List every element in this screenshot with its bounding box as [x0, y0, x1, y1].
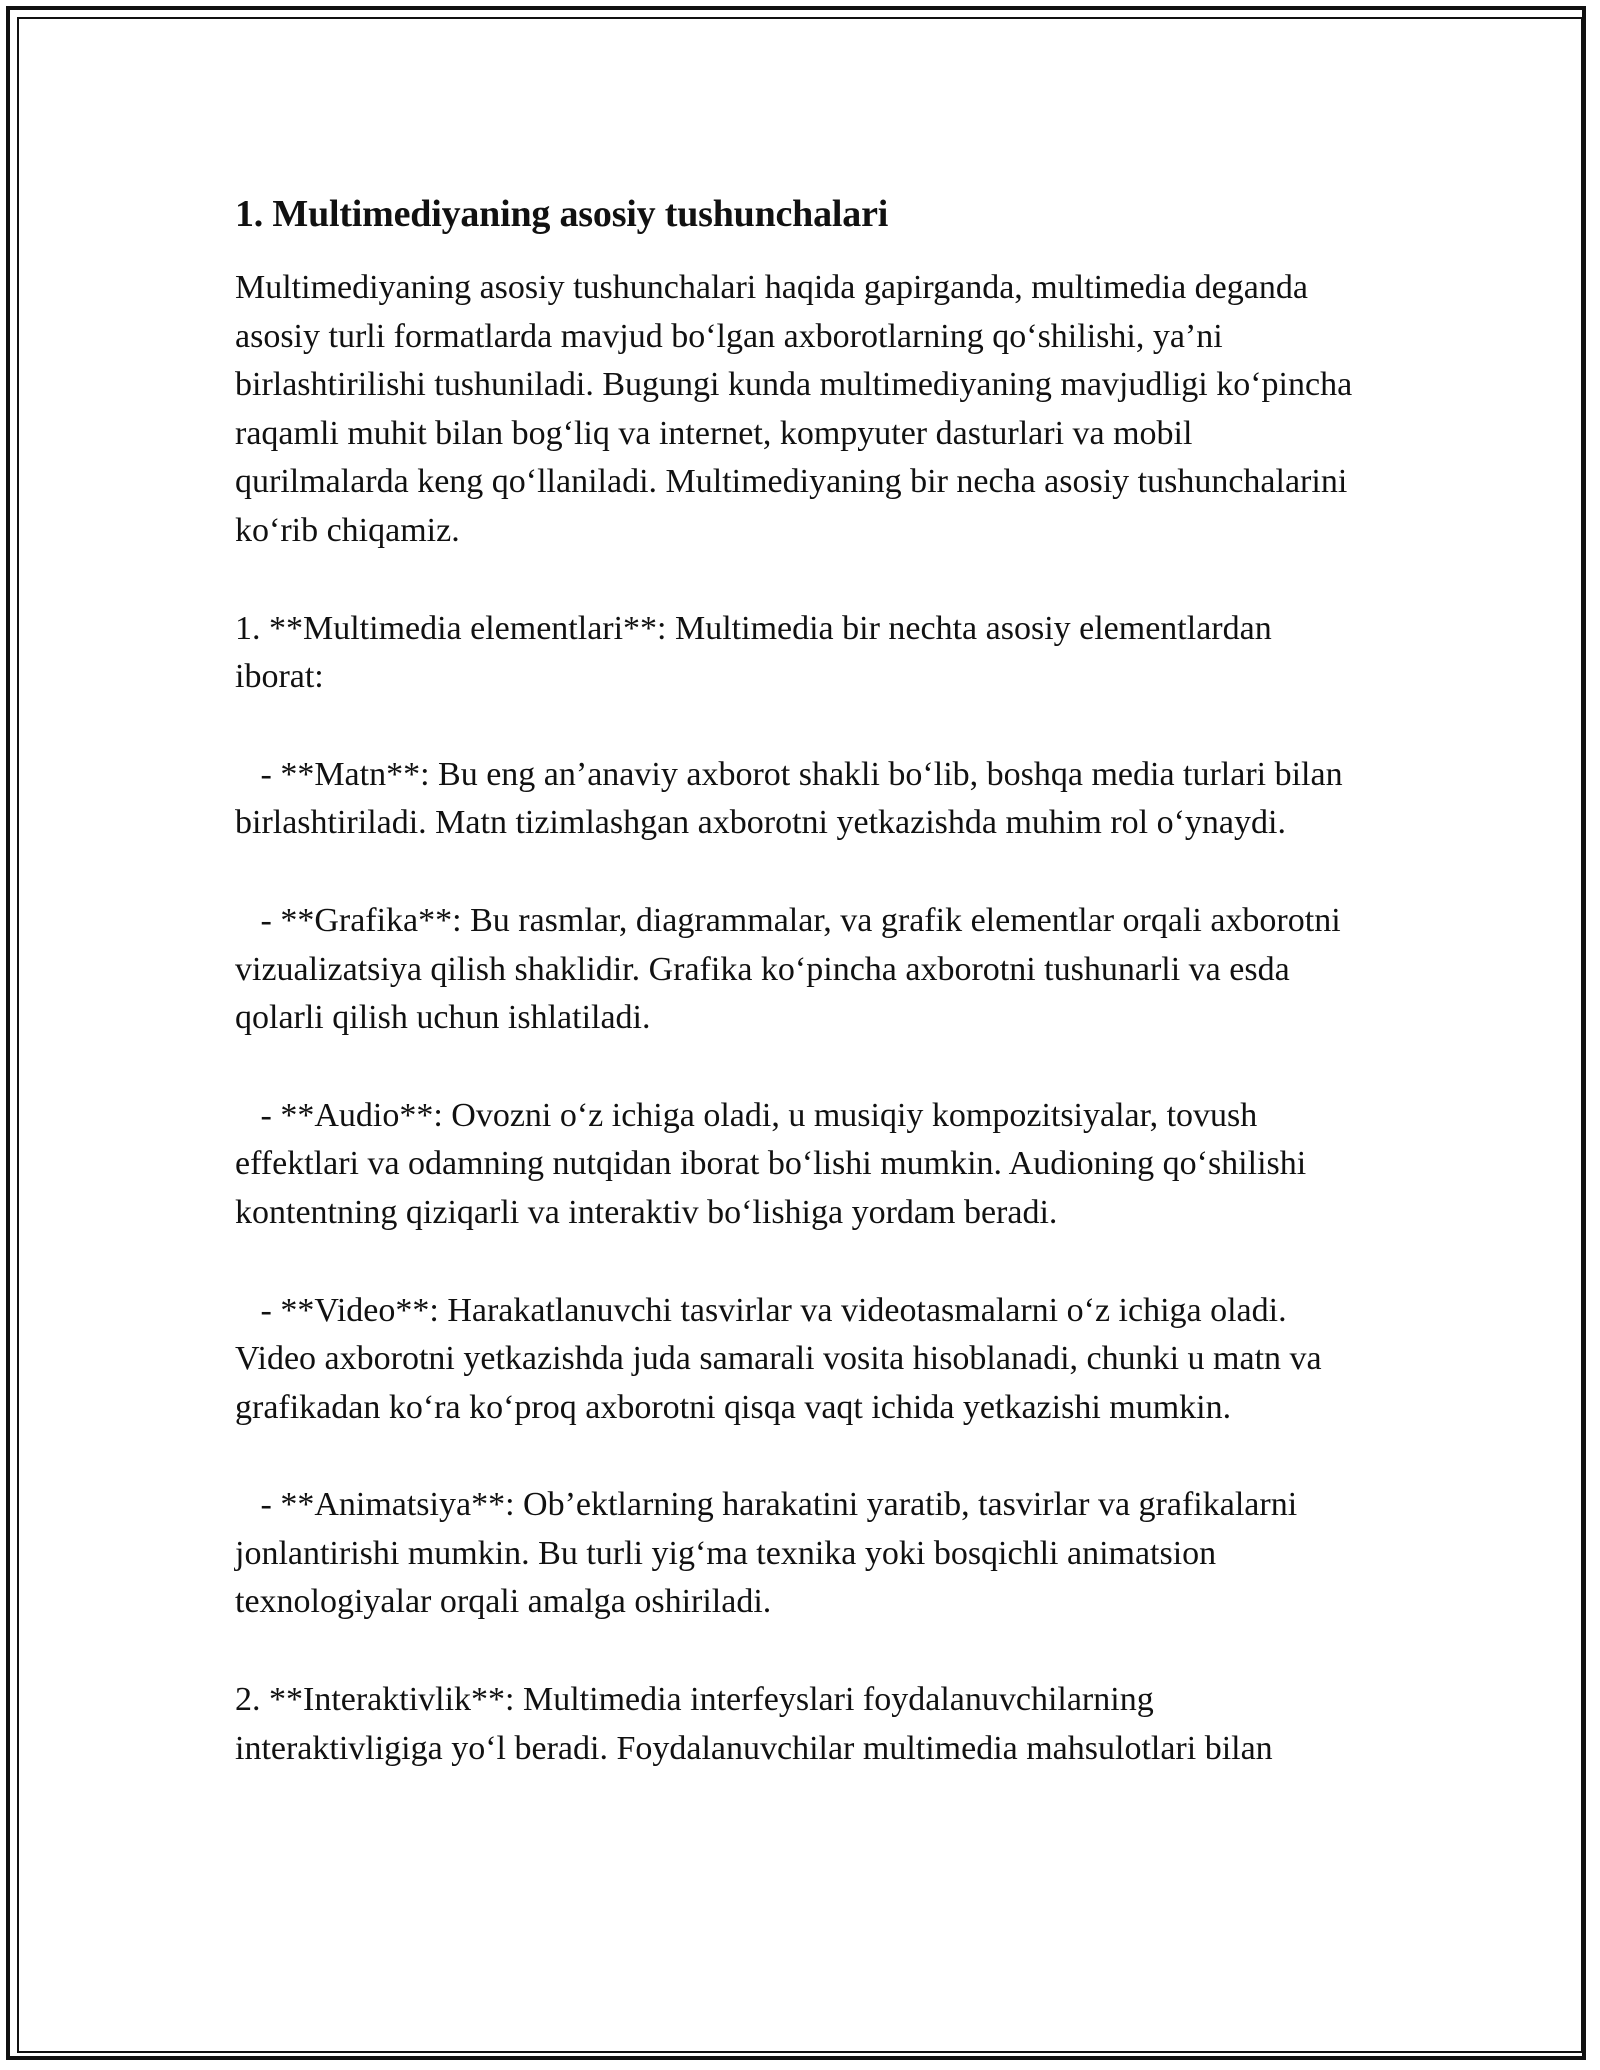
- sub-item-audio: - **Audio**: Ovozni o‘z ichiga oladi, u musiqiy kompozitsiyalar, tovush effektlari va odamning nutqidan iborat bo‘lishi mumkin. Audioning qo‘shilishi kontentning qiziqarli va interaktiv bo‘lishiga yordam beradi.: [235, 1096, 1315, 1231]
- sub-item-matn: - **Matn**: Bu eng an’anaviy axborot shakli bo‘lib, boshqa media turlari bilan birlashtiriladi. Matn tizimlashgan axborotni yetkazishda muhim rol o‘ynaydi.: [235, 755, 1352, 842]
- intro-paragraph: Multimediyaning asosiy tushunchalari haqida gapirganda, multimedia deganda asosiy turli formatlarda mavjud bo‘lgan axborotlarning qo‘shilishi, ya’ni birlashtirilishi tushuniladi. Bugungi kunda multimediyaning mavjudligi ko‘pincha raqamli muhit bilan bog‘liq va internet, kompyuter dasturlari va mobil qurilmalarda keng qo‘llaniladi. Multimediyaning bir necha asosiy tushunchalarini ko‘rib chiqamiz.: [235, 269, 1361, 549]
- sub-item-animatsiya: - **Animatsiya**: Ob’ektlarning harakatini yaratib, tasvirlar va grafikalarni jonlantirishi mumkin. Bu turli yig‘ma texnika yoki bosqichli animatsion texnologiyalar orqali amalga oshiriladi.: [235, 1486, 1306, 1621]
- sub-item-grafika: - **Grafika**: Bu rasmlar, diagrammalar, va grafik elementlar orqali axborotni vizualizatsiya qilish shaklidir. Grafika ko‘pincha axborotni tushunarli va esda qolarli qilish uchun ishlatiladi.: [235, 901, 1350, 1037]
- section-heading: 1. Multimediyaning asosiy tushunchalari: [235, 193, 889, 235]
- list-item-interaktivlik: 2. **Interaktivlik**: Multimedia interfeyslari foydalanuvchilarning interaktivligiga yo‘l beradi. Foydalanuvchilar multimedia mahsulotlari bilan: [235, 1681, 1273, 1767]
- list-item-multimedia-elements: 1. **Multimedia elementlari**: Multimedia bir nechta asosiy elementlardan iborat:: [235, 609, 1281, 696]
- document-page: [235, 186, 1365, 1822]
- sub-item-video: - **Video**: Harakatlanuvchi tasvirlar va videotasmalarni o‘z ichiga oladi. Video axborotni yetkazishda juda samarali vosita hisoblanadi, chunki u matn va grafikadan ko‘ra ko‘proq axborotni qisqa vaqt ichida yetkazishi mumkin.: [235, 1291, 1331, 1426]
